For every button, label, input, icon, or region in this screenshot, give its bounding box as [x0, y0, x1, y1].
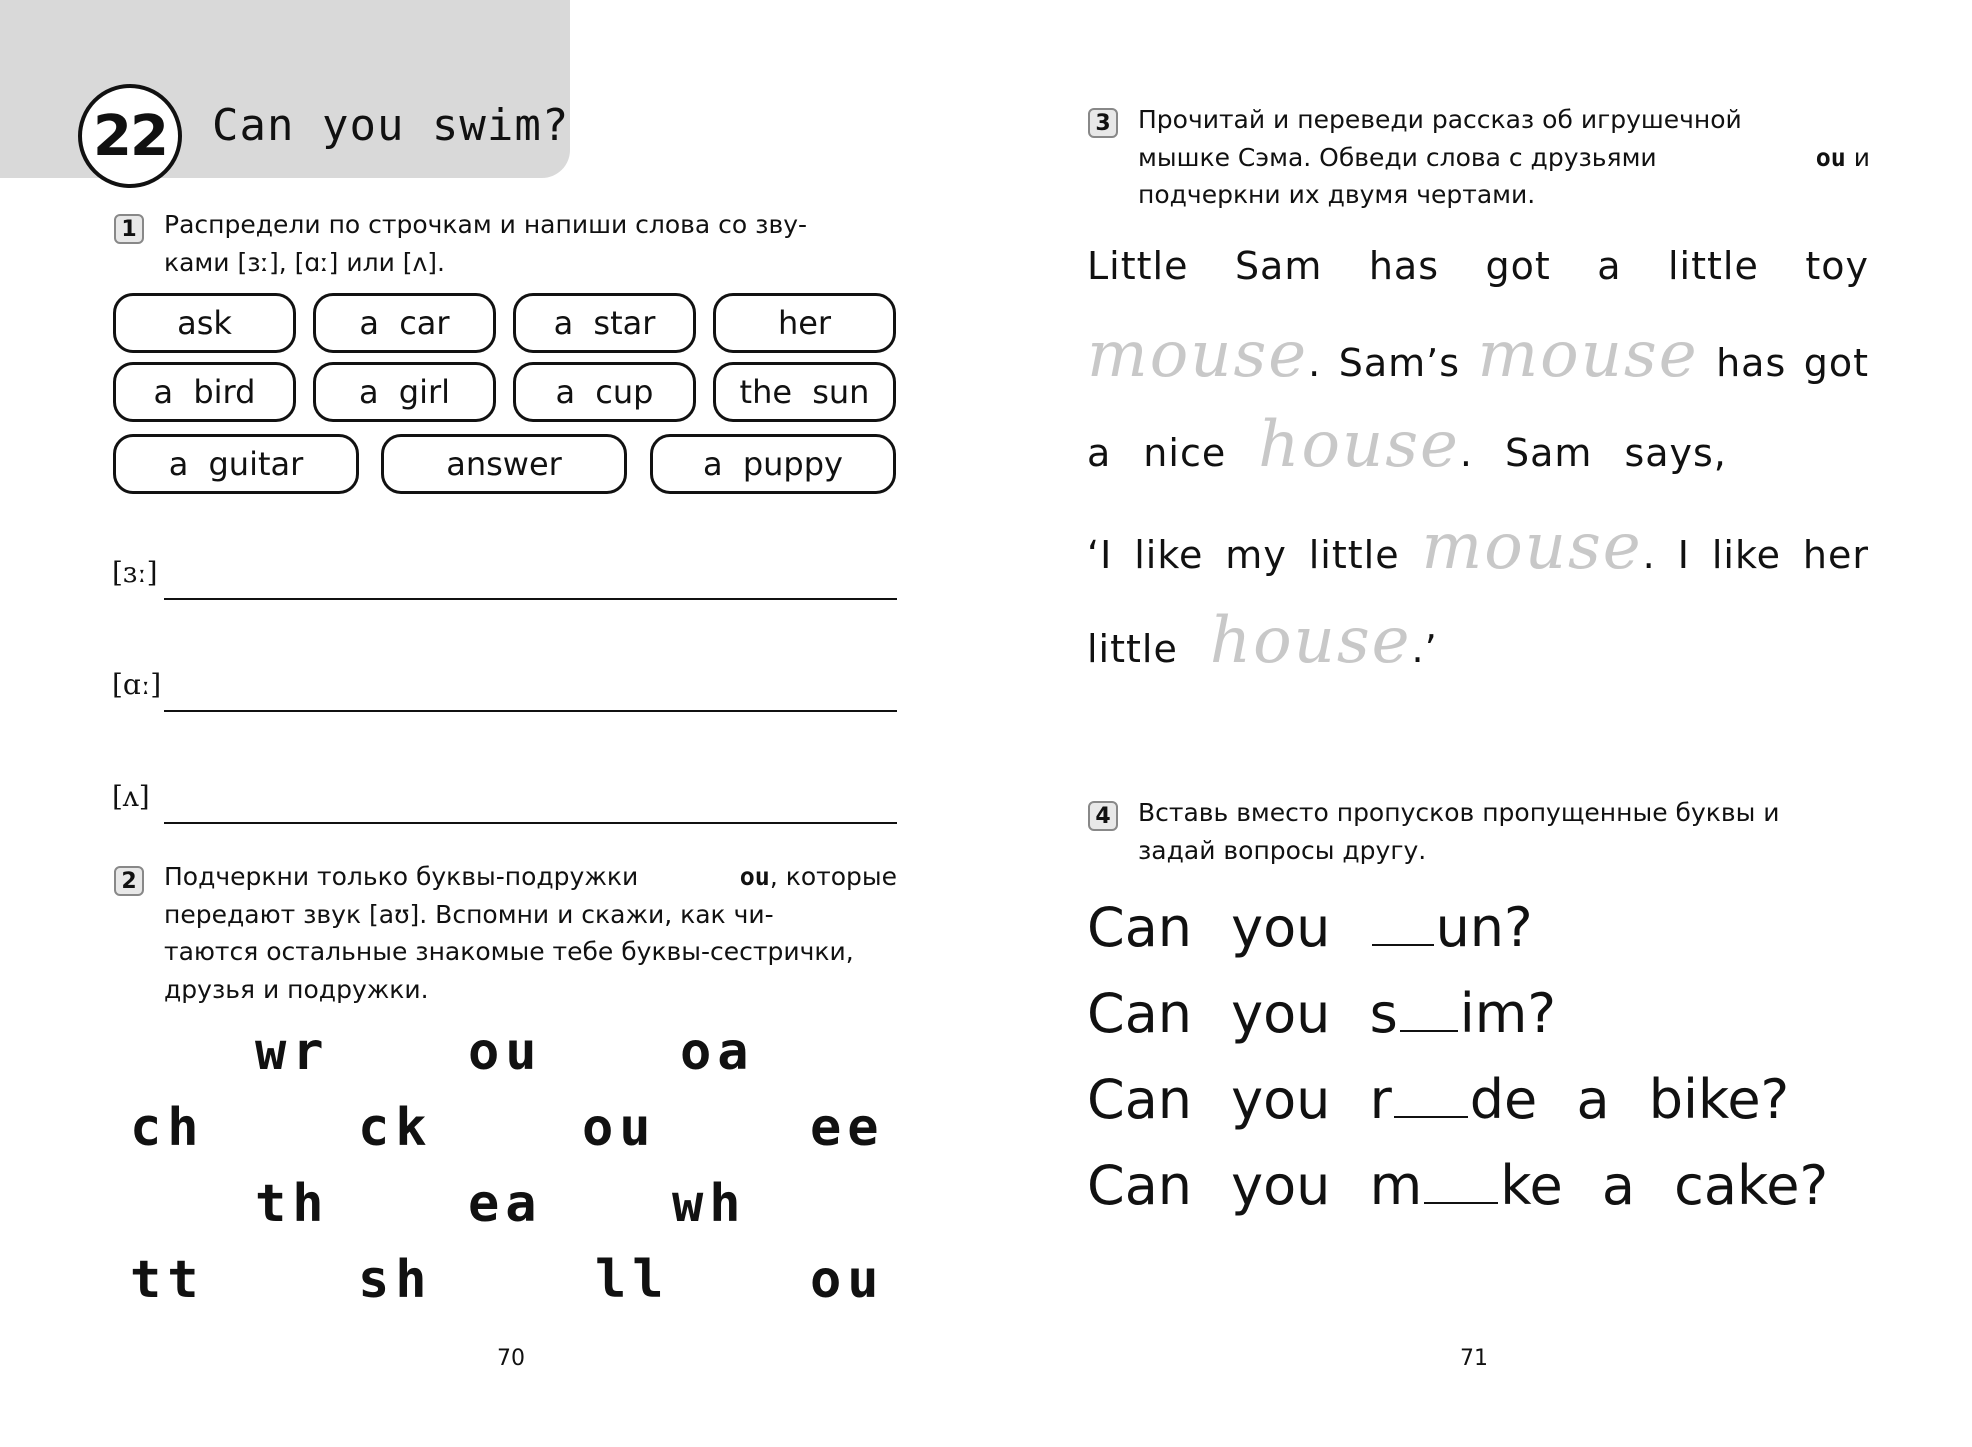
story-word: a: [1597, 244, 1622, 288]
story-line-4: [1087, 510, 1869, 584]
fill-blank[interactable]: [1372, 944, 1434, 946]
task-3-instruction: [1138, 101, 1870, 214]
task-1-instruction-line: ками [ɜː], [ɑː] или [ʌ].: [164, 247, 446, 277]
traced-word[interactable]: mouse: [1421, 510, 1643, 584]
question-text: de a bike?: [1469, 1068, 1790, 1131]
task-2-instruction: [164, 858, 897, 1008]
story-word: says,: [1624, 431, 1727, 475]
question-text: Can you s: [1087, 982, 1398, 1045]
story-word: Sam’s: [1338, 341, 1461, 385]
writing-line[interactable]: [164, 822, 897, 824]
story-line-3: [1087, 408, 1759, 482]
instruction-text: , которые: [769, 862, 897, 891]
task-2-instruction-line: друзья и подружки.: [164, 974, 429, 1004]
word-card[interactable]: a star: [513, 293, 696, 353]
question-text: Can you: [1087, 896, 1370, 959]
punctuation: .: [1642, 533, 1656, 577]
question-4: [1087, 1154, 1828, 1217]
story-word: her: [1802, 533, 1869, 577]
word-card[interactable]: a cup: [513, 362, 696, 422]
story-line-5: [1087, 604, 1470, 678]
letter-combo[interactable]: wr: [255, 1022, 330, 1082]
letter-combo[interactable]: ea: [468, 1174, 543, 1234]
story-word: my: [1225, 533, 1287, 577]
story-word: ‘I: [1087, 533, 1113, 577]
punctuation: .: [1308, 341, 1322, 385]
story-word: Sam: [1505, 431, 1593, 475]
page-number-right: 71: [1460, 1346, 1488, 1371]
story-word: little: [1668, 244, 1759, 288]
story-word: nice: [1143, 431, 1227, 475]
instruction-text: и: [1845, 142, 1870, 172]
lesson-number: 22: [78, 84, 182, 188]
task-3-instruction-line: Прочитай и переведи рассказ об игрушечной: [1138, 105, 1742, 134]
word-card[interactable]: answer: [381, 434, 627, 494]
question-text: Can you m: [1087, 1154, 1423, 1217]
punctuation: .: [1459, 431, 1473, 475]
traced-word[interactable]: mouse: [1087, 318, 1309, 392]
task-3-instruction-line: подчеркни их двумя чертами.: [1138, 180, 1536, 209]
story-word: got: [1803, 341, 1869, 385]
story-word: got: [1485, 244, 1551, 288]
letter-combo[interactable]: ll: [595, 1250, 670, 1310]
story-word: Little: [1087, 244, 1189, 288]
story-word: a: [1087, 431, 1112, 475]
question-2: [1087, 982, 1556, 1045]
story-word: like: [1711, 533, 1781, 577]
story-line-1: [1087, 244, 1869, 288]
instruction-text: мышке Сэма. Обведи слова с друзьями: [1138, 142, 1657, 172]
question-text: un?: [1435, 896, 1533, 959]
lesson-title: Can you swim?: [212, 100, 570, 151]
word-card[interactable]: a car: [313, 293, 496, 353]
story-word: I: [1677, 533, 1690, 577]
sound-label: [ɜː]: [112, 556, 158, 589]
task-2-instruction-line: передают звук [aʊ]. Вспомни и скажи, как чи-: [164, 899, 774, 929]
letter-combo[interactable]: ch: [130, 1098, 205, 1158]
task-1-badge: 1: [114, 214, 144, 244]
letter-combo[interactable]: ou: [810, 1250, 885, 1310]
letter-combo[interactable]: tt: [130, 1250, 205, 1310]
story-word: has: [1716, 341, 1787, 385]
story-word: has: [1368, 244, 1440, 288]
story-word: little: [1308, 533, 1400, 577]
task-4-badge: 4: [1088, 801, 1118, 831]
word-card[interactable]: a bird: [113, 362, 296, 422]
word-card[interactable]: a puppy: [650, 434, 896, 494]
story-word: Sam: [1234, 244, 1323, 288]
letter-combo[interactable]: ck: [358, 1098, 433, 1158]
story-word: toy: [1805, 244, 1869, 288]
story-word: little: [1087, 627, 1178, 671]
fill-blank[interactable]: [1400, 1030, 1458, 1032]
traced-word[interactable]: mouse: [1477, 318, 1699, 392]
letter-combo[interactable]: ou: [468, 1022, 543, 1082]
page-number-left: 70: [497, 1346, 525, 1371]
letter-combo-ou: ou: [739, 862, 770, 891]
fill-blank[interactable]: [1424, 1202, 1498, 1204]
traced-word[interactable]: house: [1209, 604, 1412, 678]
task-2-instruction-line: [164, 858, 897, 896]
word-card[interactable]: ask: [113, 293, 296, 353]
sound-label: [ɑː]: [112, 668, 162, 701]
punctuation: .’: [1411, 627, 1438, 671]
letter-combo[interactable]: ou: [582, 1098, 657, 1158]
question-1: [1087, 896, 1533, 959]
question-text: im?: [1459, 982, 1556, 1045]
fill-blank[interactable]: [1394, 1116, 1468, 1118]
word-card[interactable]: a guitar: [113, 434, 359, 494]
task-1-instruction-line: Распредели по строчкам и напиши слова со зву-: [164, 210, 808, 239]
question-text: Can you r: [1087, 1068, 1392, 1131]
task-2-badge: 2: [114, 866, 144, 896]
sound-label: [ʌ]: [112, 780, 150, 813]
question-text: ke a cake?: [1500, 1154, 1829, 1217]
letter-combo[interactable]: oa: [680, 1022, 755, 1082]
letter-combo[interactable]: wh: [672, 1174, 747, 1234]
task-1-instruction: [164, 206, 896, 281]
task-4-instruction: [1138, 794, 1870, 869]
task-4-instruction-line: задай вопросы другу.: [1138, 835, 1427, 865]
task-2-instruction-line: таются остальные знакомые тебе буквы-сестрички,: [164, 937, 854, 966]
writing-line[interactable]: [164, 710, 897, 712]
task-3-badge: 3: [1088, 108, 1118, 138]
task-4-instruction-line: Вставь вместо пропусков пропущенные буквы и: [1138, 798, 1780, 827]
letter-combo[interactable]: ee: [810, 1098, 885, 1158]
question-3: [1087, 1068, 1789, 1131]
writing-line[interactable]: [164, 598, 897, 600]
letter-combo-ou: ou: [1815, 142, 1846, 172]
letter-combo[interactable]: sh: [358, 1250, 433, 1310]
story-word: like: [1134, 533, 1204, 577]
letter-combo[interactable]: th: [255, 1174, 330, 1234]
instruction-text: Подчеркни только буквы-подружки: [164, 862, 639, 891]
word-card[interactable]: a girl: [313, 362, 496, 422]
traced-word[interactable]: house: [1258, 408, 1460, 482]
word-card[interactable]: her: [713, 293, 896, 353]
task-3-instruction-line: [1138, 139, 1870, 177]
word-card[interactable]: the sun: [713, 362, 896, 422]
story-line-2: [1087, 318, 1869, 392]
